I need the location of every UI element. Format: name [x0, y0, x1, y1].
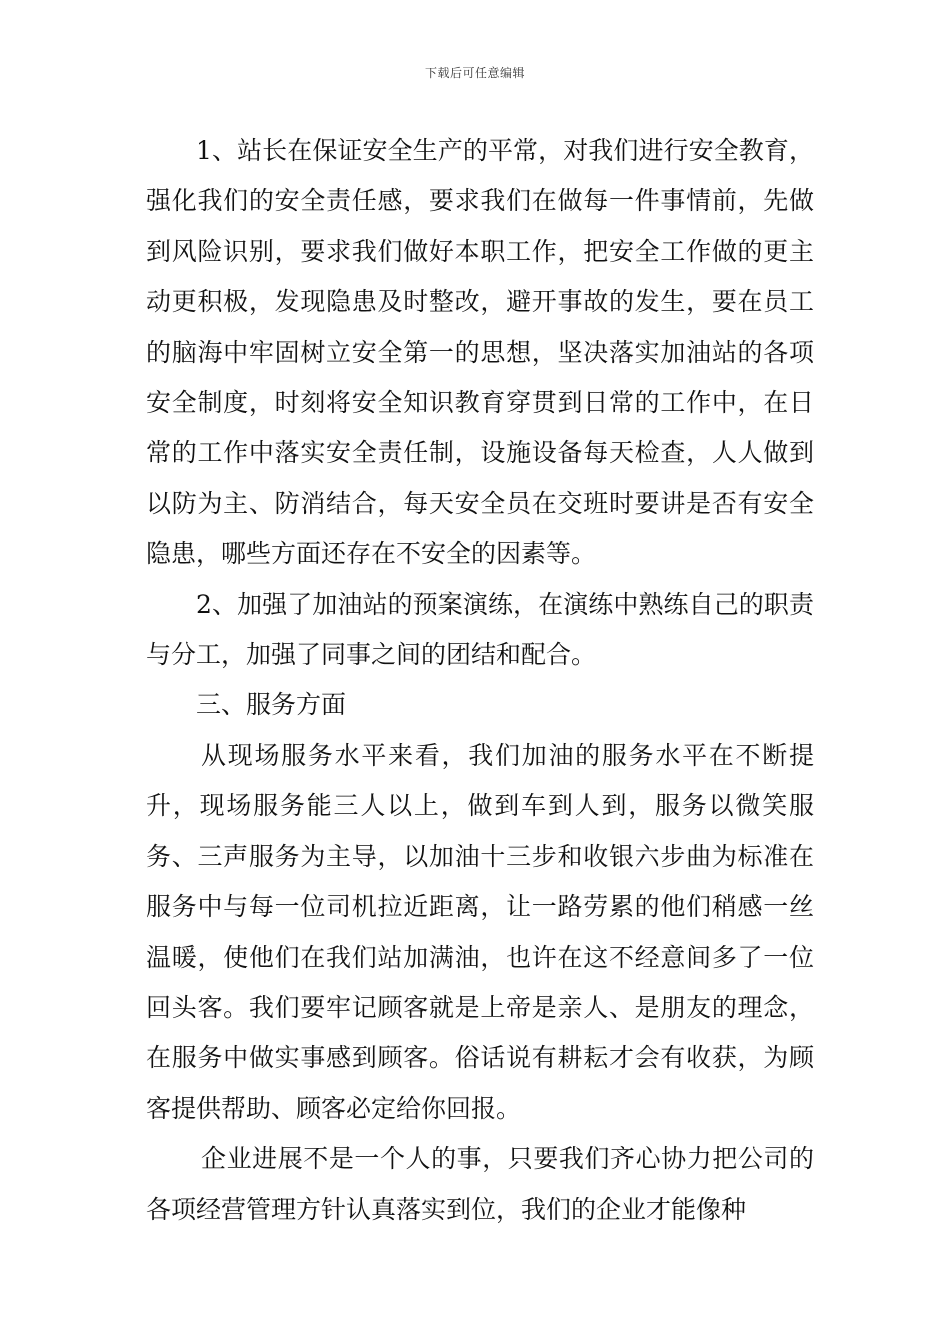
section-heading-service: 三、服务方面: [196, 690, 347, 720]
paragraph-service-level: 从现场服务水平来看，我们加油的服务水平在不断提升，现场服务能三人以上，做到车到人到，服务以微笑服务、三声服务为主导，以加油十三步和收银六步曲为标准在服务中与每一位司机拉近距离，让一路劳累的他们稍感一丝温暖，使他们在我们站加满油，也许在这不经意间多了一位回头客。我们要牢记顾客就是上帝是亲人、是朋友的理念，在服务中做实事感到顾客。俗话说有耕耘才会有收获，为顾客提供帮助、顾客必定给你回报。: [146, 740, 814, 1123]
paragraph-enterprise-development: 企业进展不是一个人的事，只要我们齐心协力把公司的各项经营管理方针认真落实到位，我们的企业才能像种: [146, 1144, 814, 1224]
paragraph-drill-practice: 2、加强了加油站的预案演练，在演练中熟练自己的职责与分工，加强了同事之间的团结和配合。: [146, 589, 814, 670]
document-body: [146, 126, 814, 1235]
paragraph-safety-education: 1、站长在保证安全生产的平常，对我们进行安全教育，强化我们的安全责任感，要求我们在做每一件事情前，先做到风险识别，要求我们做好本职工作，把安全工作做的更主动更积极，发现隐患及时整改，避开事故的发生，要在员工的脑海中牢固树立安全第一的思想，坚决落实加油站的各项安全制度，时刻将安全知识教育穿贯到日常的工作中，在日常的工作中落实安全责任制，设施设备每天检查，人人做到以防为主、防消结合，每天安全员在交班时要讲是否有安全隐患，哪些方面还存在不安全的因素等。: [146, 136, 814, 569]
page-header-note: 下载后可任意编辑: [424, 66, 525, 80]
